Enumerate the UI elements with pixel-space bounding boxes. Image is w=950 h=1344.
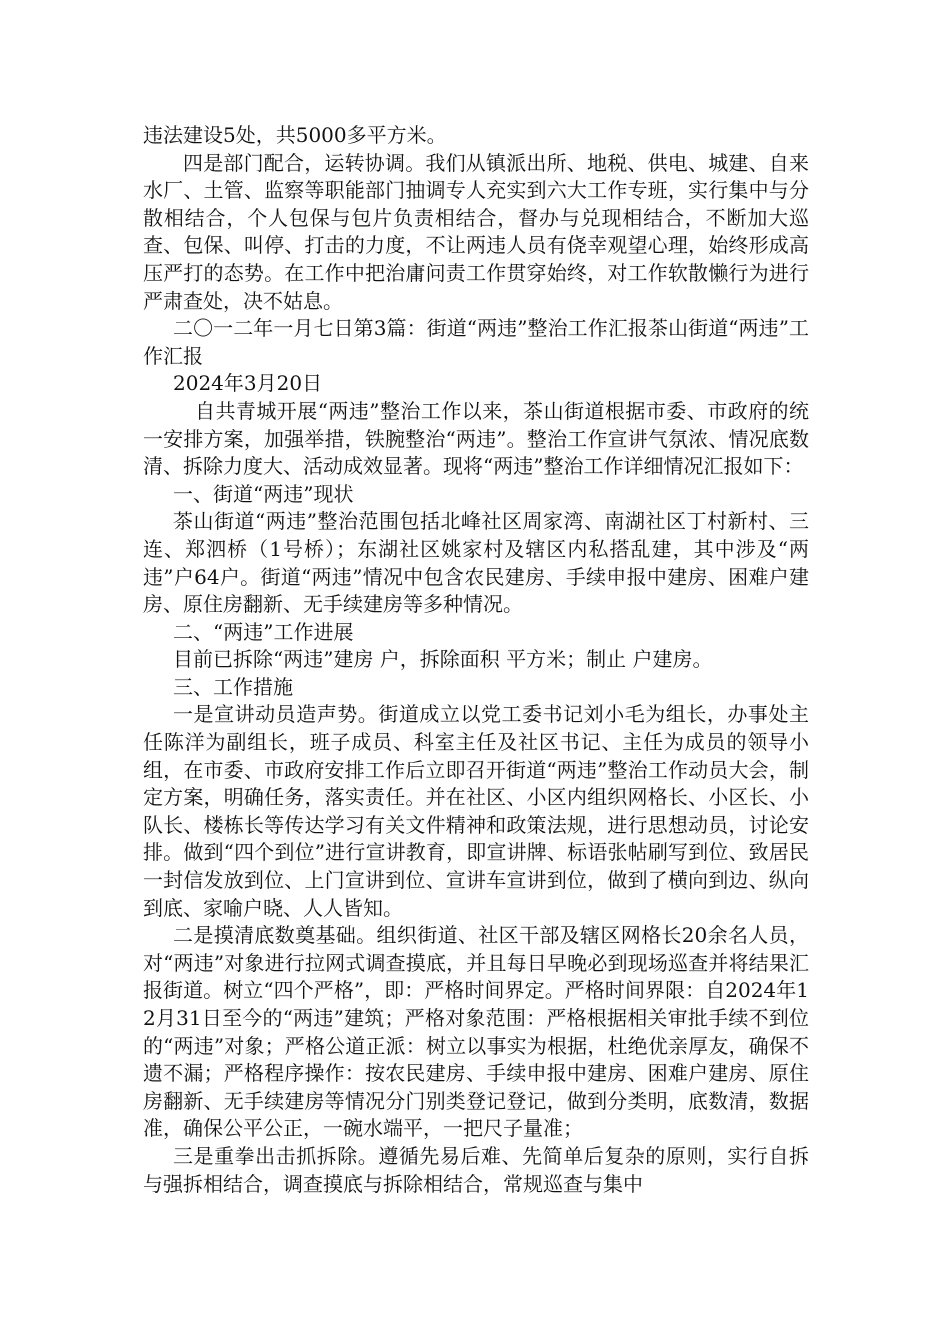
paragraph-measure-two: 二是摸清底数奠基础。组织街道、社区干部及辖区网格长20余名人员，对“两违”对象进行拉网式调查摸底，并且每日早晚必到现场巡查并将结果汇报街道。树立“四个严格”，即：严格时间界定。严格时间界限：自2024年12月31日至今的“两违”建筑；严格对象范围：严格根据相关审批手续不到位的“两违”对象；严格公道正派：树立以事实为根据，杜绝优亲厚友，确保不遗不漏；严格程序操作：按农民建房、手续申报中建房、困难户建房、原住房翻新、无手续建房等情况分门别类登记登记，做到分类明，底数清，数据准，确保公平公正，一碗水端平，一把尺子量准； [143,923,809,1141]
paragraph-article-heading: 二〇一二年一月七日第3篇：街道“两违”整治工作汇报茶山街道“两违”工作汇报 [143,316,809,368]
section-heading-progress: 二、“两违”工作进展 [173,619,354,644]
paragraph-continuation: 违法建设5处，共5000多平方米。 [143,123,447,147]
paragraph-introduction: 自共青城开展“两违”整治工作以来，茶山街道根据市委、市政府的统一安排方案，加强举措，铁腕整治“两违”。整治工作宣讲气氛浓、情况底数清、拆除力度大、活动成效显著。现将“两违”整治工作详细情况汇报如下： [143,398,809,479]
section-heading-measures: 三、工作措施 [173,674,293,699]
paragraph-status: 茶山街道“两违”整治范围包括北峰社区周家湾、南湖社区丁村新村、三连、郑泗桥（1号桥）；东湖社区姚家村及辖区内私搭乱建，其中涉及“两违”户64户。街道“两违”情况中包含农民建房、手续申报中建房、困难户建房、原住房翻新、无手续建房等多种情况。 [143,509,809,617]
report-date: 2024年3月20日 [173,371,323,396]
paragraph-progress: 目前已拆除“两违”建房 户，拆除面积 平方米；制止 户建房。 [173,647,713,672]
section-heading-status: 一、街道“两违”现状 [173,481,354,506]
paragraph-measure-one: 一是宣讲动员造声势。街道成立以党工委书记刘小毛为组长，办事处主任陈洋为副组长，班子成员、科室主任及社区书记、主任为成员的领导小组，在市委、市政府安排工作后立即召开街道“两违”整治工作动员大会，制定方案，明确任务，落实责任。并在社区、小区内组织网格长、小区长、小队长、楼栋长等传达学习有关文件精神和政策法规，进行思想动员，讨论安排。做到“四个到位”进行宣讲教育，即宣讲牌、标语张帖刷写到位、致居民一封信发放到位、上门宣讲到位、宣讲车宣讲到位，做到了横向到边、纵向到底、家喻户晓、人人皆知。 [143,702,809,920]
paragraph-department-coordination: 四是部门配合，运转协调。我们从镇派出所、地税、供电、城建、自来水厂、土管、监察等职能部门抽调专人充实到六大工作专班，实行集中与分散相结合，个人包保与包片负责相结合，督办与兑现相结合，不断加大巡查、包保、叫停、打击的力度，不让两违人员有侥幸观望心理，始终形成高压严打的态势。在工作中把治庸问责工作贯穿始终，对工作软散懒行为进行严肃查处，决不姑息。 [143,150,809,313]
paragraph-measure-three: 三是重拳出击抓拆除。遵循先易后难、先简单后复杂的原则，实行自拆与强拆相结合，调查摸底与拆除相结合，常规巡查与集中 [143,1143,809,1196]
document-body [143,122,809,1198]
